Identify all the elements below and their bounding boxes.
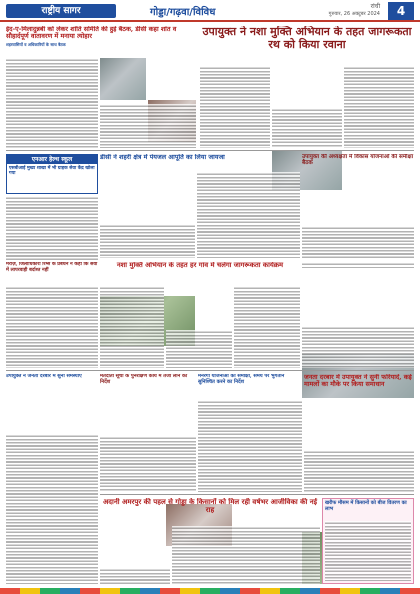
story-body-top-left-2 xyxy=(100,104,196,148)
story-headline: उपायुक्त ने जनता दरबार में सुनी समस्याएं xyxy=(6,374,82,379)
story-left-low-body xyxy=(6,434,98,584)
left-box-body xyxy=(6,196,98,260)
story-subhead: शहरवासियों व अधिकारियों के साथ बैठक xyxy=(6,41,66,47)
story-bottom-center xyxy=(100,498,320,524)
story-headline: मनरेगा योजनाओं की समीक्षा, समय पर भुगतान सुनिश्चित करने का निर्देश xyxy=(198,374,285,385)
story-headline: उपायुक्त की अध्यक्षता में विकास योजनाओं की समीक्षा बैठक xyxy=(302,154,414,167)
lead-story xyxy=(200,26,414,66)
box-headline: एसबीआई मुख्य शाखा में भी ग्राहक सेवा केंद्र खोला गया xyxy=(9,166,95,177)
story-center-mid xyxy=(100,154,300,170)
banner-body-3 xyxy=(234,286,300,368)
page-footer xyxy=(0,588,420,594)
story-right-low xyxy=(302,262,414,268)
story-left-mid-body xyxy=(6,286,98,368)
box-headline: खरीफ मौसम में किसानों को बीज वितरण का लाभ xyxy=(325,500,407,512)
story-right-mid xyxy=(302,154,414,178)
story-headline: डीसी ने शहरी क्षेत्र में पेयजल आपूर्ति का लिया जायजा xyxy=(100,154,225,161)
story-right-body xyxy=(302,226,414,258)
story-center-body xyxy=(197,172,300,258)
story-left-low xyxy=(6,374,98,390)
newspaper-brand: राष्ट्रीय सागर xyxy=(6,4,116,18)
banner-body-1 xyxy=(100,286,164,368)
news-photo xyxy=(100,58,146,100)
story-body-top-left xyxy=(6,58,98,148)
story-headline: जनता दरबार में उपायुक्त ने सुनी फरियादें, कई मामलों का मौके पर किया समाधान xyxy=(304,374,412,389)
story-bottom-body xyxy=(172,526,320,584)
story-headline: अदानी अमरपुर की पहल से गोड्डा के किसानों को मिल रही वर्षभर आजीविका की नई राह xyxy=(102,498,318,515)
story-center-low xyxy=(100,374,196,394)
story-left-mid xyxy=(6,262,98,284)
page-number: 4 xyxy=(388,2,414,20)
story-bottom-body-2 xyxy=(100,568,170,584)
lead-body-2 xyxy=(272,108,342,148)
story-center-body-2 xyxy=(100,224,195,258)
story-headline: मतदाता सूची के पुनरीक्षण कार्य में तेजी लाने का निर्देश xyxy=(100,374,188,385)
story-right-low-body xyxy=(302,326,414,368)
section-title: गोड्डा/गढ़वा/विविध xyxy=(150,7,216,18)
story-headline: नशा मुक्ति अभियान के तहत हर गांव में चलेगा जागरूकता कार्यक्रम xyxy=(116,262,284,269)
left-box xyxy=(6,154,98,194)
story-top-left xyxy=(6,26,196,56)
lead-headline: उपायुक्त ने नशा मुक्ति अभियान के तहत जागरूकता रथ को किया रवाना xyxy=(202,26,412,51)
story-headline: मरीज़, जिलाधिकारी रिम्स के प्रबंधन ने कहा कि सेवा में लापरवाही बर्दाश्त नहीं xyxy=(6,262,98,273)
box-title: एनआर हेल्थ स्कूल xyxy=(7,155,97,164)
story-center-lower-body xyxy=(198,400,302,492)
edition-date: गुरुवार, 26 अक्टूबर 2024 xyxy=(328,11,380,17)
story-headline: ईद-ए-मिलादुन्नबी को लेकर शांति समिति की हुई बैठक, डीसी कहा शांत व सौहार्दपूर्ण वातावरण में मनाया त्योहार xyxy=(6,26,177,41)
right-box xyxy=(322,498,414,584)
story-center-banner xyxy=(100,262,300,284)
story-center-low-body xyxy=(100,436,196,492)
story-janta-darbar xyxy=(304,374,414,406)
lead-body-1 xyxy=(200,66,270,148)
banner-body-2 xyxy=(166,330,232,368)
masthead xyxy=(0,0,420,22)
edition-city: रांची xyxy=(370,3,380,10)
lead-body-3 xyxy=(344,66,414,148)
story-janta-body xyxy=(304,450,414,492)
right-box-body xyxy=(325,521,411,581)
story-center-lower xyxy=(198,374,302,398)
